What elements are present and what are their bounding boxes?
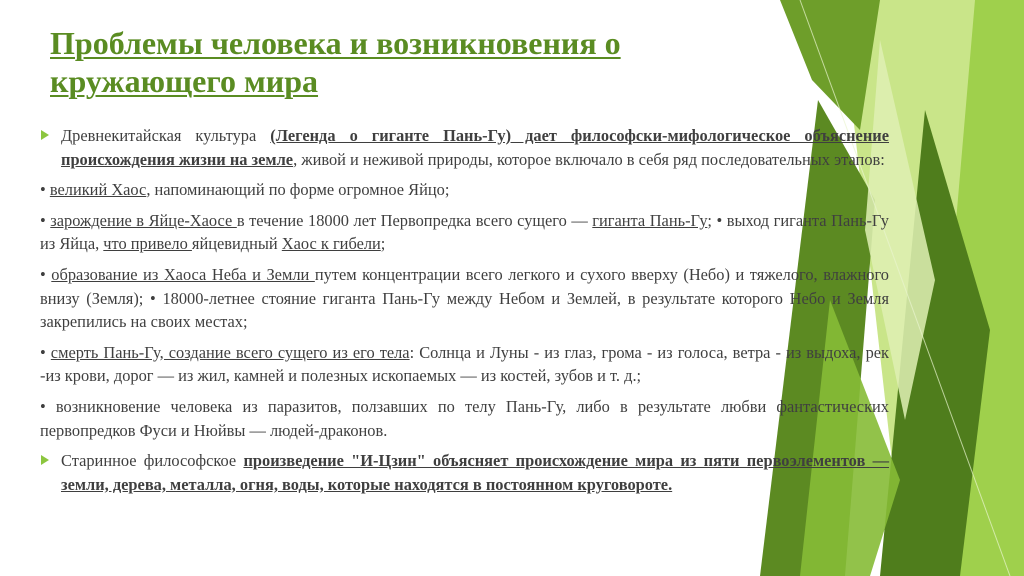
- paragraph-panggu-legend: [40, 124, 889, 171]
- text-run-bold-underline: произведение "И-Цзин" объясняет происхождение мира из пяти первоэлементов — земли, дерева, металла, огня, воды, которые находятся в постоянном круговороте.: [61, 451, 889, 494]
- paragraph-i-ching: [40, 449, 889, 496]
- text-run: •: [40, 264, 52, 284]
- text-run-underline: зарождение в Яйце-Хаосе: [50, 210, 237, 230]
- text-run: •: [40, 342, 51, 362]
- text-run: путем концентрации всего легкого и сухого вверху (Небо) и тяжелого, влажного внизу (Земля); • 18000-летнее стояние гиганта Пань-Гу между Небом и Землей, в результате которого Небо и Земля закрепились на своих местах;: [40, 264, 889, 332]
- bullet-arrow-icon: [41, 130, 49, 140]
- paragraph-great-chaos: [40, 178, 889, 202]
- text-run-underline: что привело: [103, 234, 192, 254]
- slide-body: [40, 124, 889, 503]
- slide-title-line-2: кружающего мира: [50, 63, 319, 99]
- text-run-underline: смерть Пань-Гу, создание всего сущего из его тела: [50, 342, 410, 362]
- text-run: ; • выход гиганта Пань-Гу из Яйца,: [40, 210, 889, 254]
- text-run: •: [40, 210, 51, 230]
- text-run-bold-underline: (Легенда о гиганте Пань-Гу) дает философски-мифологическое объяснение происхождения жизни на земле: [61, 126, 889, 169]
- bullet-arrow-icon: [41, 455, 49, 465]
- text-run: •: [40, 180, 50, 200]
- text-run: Древнекитайская культура: [61, 126, 271, 145]
- paragraph-origin-of-humans: [40, 395, 889, 442]
- text-run: в течение 18000 лет Первопредка всего сущего —: [236, 210, 593, 230]
- text-run: Старинное философское: [61, 451, 244, 471]
- slide-title-line-1: Проблемы человека и возникновения о: [50, 25, 621, 61]
- text-run: яйцевидный: [191, 234, 282, 254]
- text-run-underline: Хаос к гибели: [281, 234, 381, 254]
- text-run: ;: [380, 234, 386, 254]
- text-run-underline: гиганта Пань-Гу: [592, 210, 708, 230]
- text-run: : Солнца и Луны - из глаз, грома - из голоса, ветра - из выдоха, рек -из крови, дорог — из жил, камней и полезных ископаемых — из костей, зубов и т. д.;: [40, 342, 890, 386]
- text-run: • возникновение человека из паразитов, ползавших по телу Пань-Гу, либо в результате любви фантастических первопредков Фуси и Нюйвы — людей-драконов.: [40, 396, 889, 440]
- paragraph-death-of-panggu: [40, 341, 889, 388]
- text-run-underline: образование из Хаоса Неба и Земли: [51, 264, 315, 284]
- text-run: , живой и неживой природы, которое включало в себя ряд последовательных этапов:: [293, 149, 885, 169]
- paragraph-sky-and-earth: [40, 263, 889, 334]
- text-run-underline: великий Хаос: [49, 180, 147, 200]
- paragraph-origin-in-egg: [40, 209, 889, 256]
- slide-title: [50, 24, 810, 100]
- text-run: , напоминающий по форме огромное Яйцо;: [146, 180, 450, 200]
